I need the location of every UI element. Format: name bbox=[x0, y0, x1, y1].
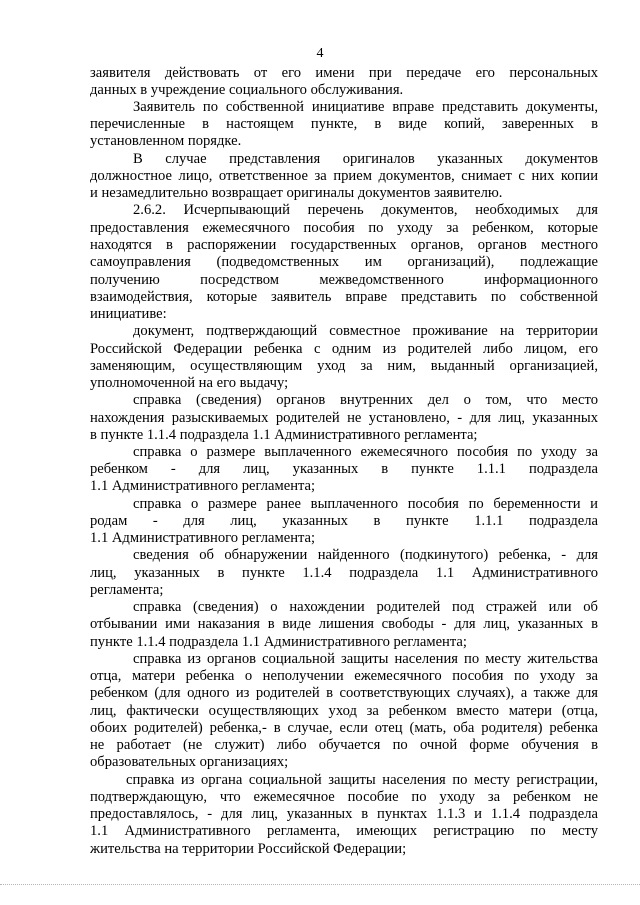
text-line: 1.1 Административного регламента, имеющих регистрацию по месту bbox=[90, 823, 598, 839]
text-line: предоставления ежемесячного пособия по уходу за ребенком, которые bbox=[90, 220, 598, 236]
text-line: предоставлялось, - для лиц, указанных в пунктах 1.1.3 и 1.1.4 подраздела bbox=[90, 806, 598, 822]
text-line: справка (сведения) о нахождении родителей под стражей или об bbox=[133, 599, 598, 615]
text-line: ребенком (для одного из родителей в соответствующих случаях), а также для bbox=[90, 685, 598, 701]
text-line: справка о размере ранее выплаченного пособия по беременности и bbox=[133, 496, 598, 512]
text-line: жительства на территории Российской Федерации; bbox=[90, 841, 407, 857]
text-line: документ, подтверждающий совместное проживание на территории bbox=[133, 323, 598, 339]
text-line: обоих родителей) ребенка,- в случае, если отец (мать, оба родителя) ребенка bbox=[90, 720, 598, 736]
text-line: родам - для лиц, указанных в пункте 1.1.1 подраздела bbox=[90, 513, 598, 529]
text-line: нахождения разыскиваемых родителей не установлено, - для лиц, указанных bbox=[90, 410, 598, 426]
text-line: справка из органов социальной защиты населения по месту жительства bbox=[133, 651, 598, 667]
text-line: взаимодействия, которые заявитель вправе представить по собственной bbox=[90, 289, 598, 305]
text-line: получению посредством межведомственного информационного bbox=[90, 272, 598, 288]
text-line: находятся в распоряжении государственных органов, органов местного bbox=[90, 237, 598, 253]
text-line: в пункте 1.1.4 подраздела 1.1 Административного регламента; bbox=[90, 427, 478, 443]
text-line: пункте 1.1.4 подраздела 1.1 Административного регламента; bbox=[90, 634, 467, 650]
text-line: установленном порядке. bbox=[90, 133, 242, 149]
text-line: заменяющим, осуществляющим уход за ним, выданный организацией, bbox=[90, 358, 598, 374]
text-line: данных в учреждение социального обслуживания. bbox=[90, 82, 404, 98]
text-line: отца, матери ребенка о неполучении ежемесячного пособия по уходу за bbox=[90, 668, 598, 684]
text-line: перечисленные в настоящем пункте, в виде копий, заверенных в bbox=[90, 116, 598, 132]
text-line: сведения об обнаружении найденного (подкинутого) ребенка, - для bbox=[133, 547, 598, 563]
text-line: 1.1 Административного регламента; bbox=[90, 530, 316, 546]
text-line: образовательных организациях; bbox=[90, 754, 289, 770]
text-line: не работает (не служит) либо обучается по очной форме обучения в bbox=[90, 737, 598, 753]
text-line: заявителя действовать от его имени при передаче его персональных bbox=[90, 65, 598, 81]
text-line: 1.1 Административного регламента; bbox=[90, 478, 316, 494]
text-line: 2.6.2. Исчерпывающий перечень документов, необходимых для bbox=[133, 202, 598, 218]
text-line: справка из органа социальной защиты населения по месту регистрации, bbox=[126, 772, 598, 788]
text-line: регламента; bbox=[90, 582, 164, 598]
scan-edge-line bbox=[0, 884, 640, 885]
text-line: ребенком - для лиц, указанных в пункте 1.1.1 подраздела bbox=[90, 461, 598, 477]
text-line: лиц, указанных в пункте 1.1.4 подраздела 1.1 Административного bbox=[90, 565, 598, 581]
text-line: уполномоченной на его выдачу; bbox=[90, 375, 289, 391]
page-number: 4 bbox=[316, 46, 324, 61]
text-line: лиц, фактически осуществляющих уход за ребенком вместо матери (отца, bbox=[90, 703, 598, 719]
text-line: и незамедлительно возвращает оригиналы документов заявителю. bbox=[90, 185, 503, 201]
text-line: Российской Федерации ребенка с одним из родителей либо лицом, его bbox=[90, 341, 598, 357]
text-line: В случае представления оригиналов указанных документов bbox=[133, 151, 598, 167]
text-line: справка о размере выплаченного ежемесячного пособия по уходу за bbox=[133, 444, 598, 460]
text-line: Заявитель по собственной инициативе вправе представить документы, bbox=[133, 99, 598, 115]
text-line: должностное лицо, ответственное за прием документов, снимает с них копии bbox=[90, 168, 598, 184]
text-line: инициативе: bbox=[90, 306, 167, 322]
text-line: самоуправления (подведомственных им организаций), подлежащие bbox=[90, 254, 598, 270]
text-line: подтверждающую, что ежемесячное пособие по уходу за ребенком не bbox=[90, 789, 598, 805]
text-line: справка (сведения) органов внутренних дел о том, что место bbox=[133, 392, 598, 408]
text-line: отбывании ими наказания в виде лишения свободы - для лиц, указанных в bbox=[90, 616, 598, 632]
